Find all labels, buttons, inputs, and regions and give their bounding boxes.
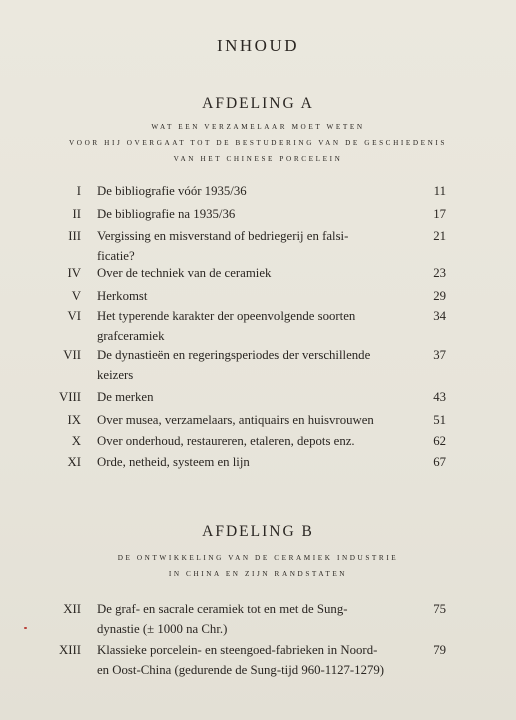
section-b-heading: AFDELING B (202, 523, 314, 540)
chapter-number: VI (67, 309, 81, 323)
page-number: 11 (433, 184, 446, 198)
chapter-number: XIII (58, 643, 81, 657)
page-number: 21 (433, 229, 446, 243)
page-title: INHOUD (216, 36, 300, 55)
chapter-title: De merken (97, 390, 154, 404)
page-number: 17 (433, 207, 446, 221)
page-number: 75 (433, 602, 446, 616)
section-b-subtitle (0, 550, 516, 582)
chapter-number: III (68, 229, 81, 243)
section-a-subtitle (0, 119, 516, 167)
section-a-subtitle-line: VOOR HIJ OVERGAAT TOT DE BESTUDERING VAN DE GESCHIEDENIS (69, 139, 447, 147)
chapter-number: IX (67, 413, 81, 427)
section-a-heading: AFDELING A (202, 95, 314, 112)
chapter-title: Over onderhoud, restaureren, etaleren, depots enz. (97, 434, 355, 448)
chapter-title: Vergissing en misverstand of bedriegerij en falsi- ficatie? (97, 229, 349, 263)
chapter-title: Klassieke porcelein- en steengoed-fabrieken in Noord- en Oost-China (gedurende de Sung-tijd 960-1127-1279) (97, 643, 385, 677)
chapter-title: Over musea, verzamelaars, antiquairs en huisvrouwen (97, 413, 374, 427)
page-number: 51 (433, 413, 446, 427)
section-b-subtitle-line: DE ONTWIKKELING VAN DE CERAMIEK INDUSTRIE (117, 554, 399, 562)
chapter-title: Het typerende karakter der opeenvolgende soorten grafceramiek (97, 309, 356, 343)
chapter-number: I (76, 184, 81, 198)
chapter-number: IV (67, 266, 81, 280)
section-a-subtitle-line: VAN HET CHINESE PORCELEIN (173, 155, 343, 163)
page-number: 43 (433, 390, 446, 404)
chapter-title: De graf- en sacrale ceramiek tot en met de Sung- dynastie (± 1000 na Chr.) (97, 602, 348, 636)
chapter-number: XI (67, 455, 81, 469)
page-number: 79 (433, 643, 446, 657)
chapter-number: II (72, 207, 81, 221)
page-number: 23 (433, 266, 446, 280)
chapter-title: De dynastieën en regeringsperiodes der verschillende keizers (97, 348, 371, 382)
chapter-title: De bibliografie vóór 1935/36 (97, 184, 247, 198)
chapter-number: XII (63, 602, 81, 616)
chapter-number: VII (63, 348, 81, 362)
chapter-number: X (71, 434, 81, 448)
chapter-number: V (71, 289, 81, 303)
chapter-title: Over de techniek van de ceramiek (97, 266, 272, 280)
page-number: 34 (433, 309, 446, 323)
page-number: 67 (433, 455, 446, 469)
chapter-title: Orde, netheid, systeem en lijn (97, 455, 250, 469)
chapter-number: VIII (58, 390, 81, 404)
section-b-subtitle-line: IN CHINA EN ZIJN RANDSTATEN (168, 570, 348, 578)
chapter-title: De bibliografie na 1935/36 (97, 207, 236, 221)
chapter-title: Herkomst (97, 289, 148, 303)
paper-speck (24, 627, 27, 629)
section-a-subtitle-line: WAT EEN VERZAMELAAR MOET WETEN (151, 123, 365, 131)
page-number: 29 (433, 289, 446, 303)
page-number: 37 (433, 348, 446, 362)
page-number: 62 (433, 434, 446, 448)
